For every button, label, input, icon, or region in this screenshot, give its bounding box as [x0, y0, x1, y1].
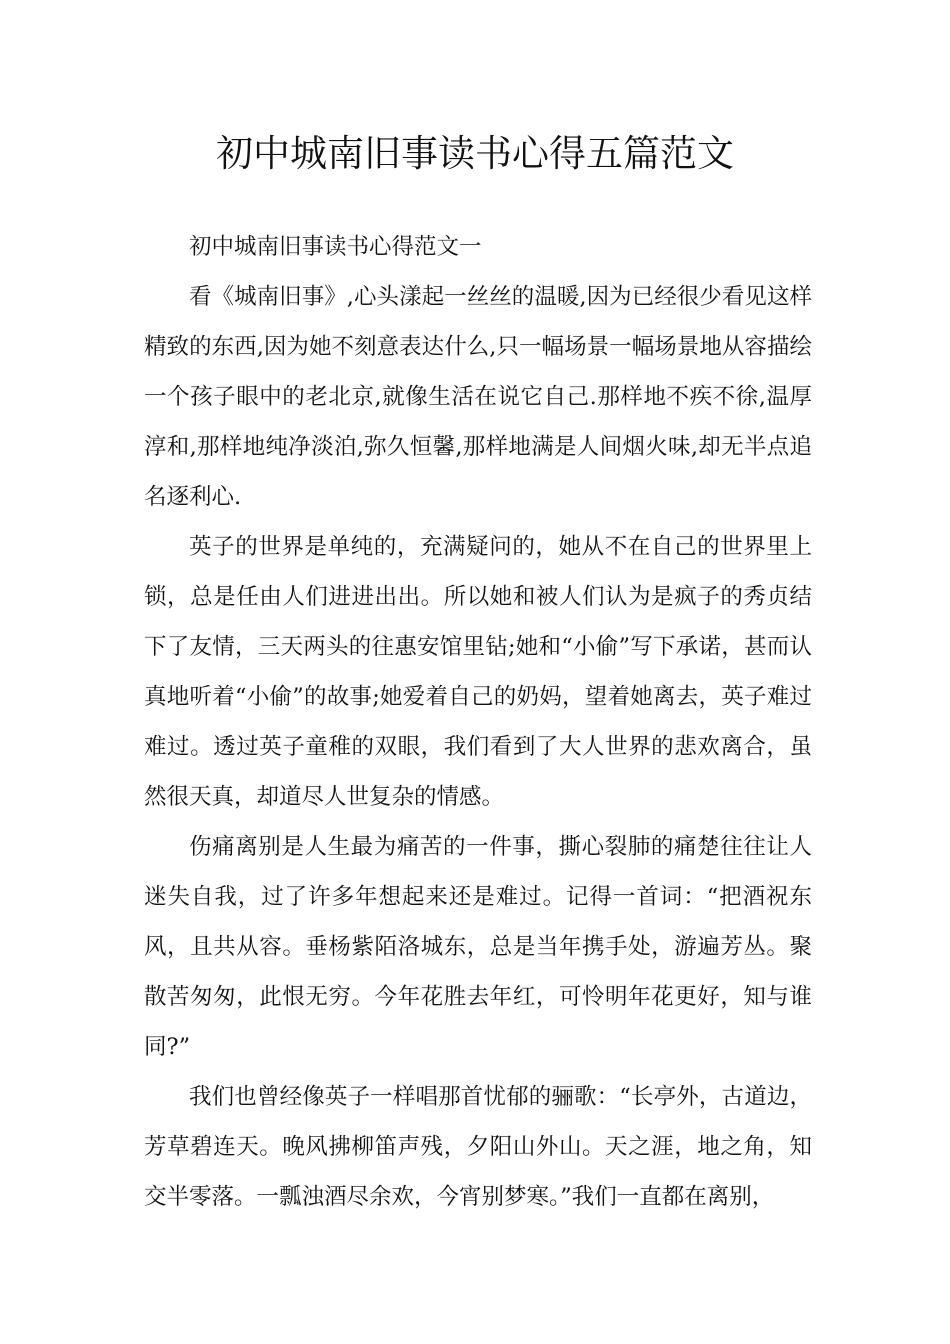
paragraph: 我们也曾经像英子一样唱那首忧郁的骊歌：“长亭外，古道边，芳草碧连天。晚风拂柳笛声残，夕阳山外山。天之涯，地之角，知交半零落。一瓢浊酒尽余欢，今宵别梦寒。”我们一直都在离别，	[144, 1084, 812, 1210]
section-heading: 初中城南旧事读书心得范文一	[189, 234, 482, 260]
document-body	[144, 222, 812, 1222]
paragraph: 看《城南旧事》,心头漾起一丝丝的温暖,因为已经很少看见这样精致的东西,因为她不刻意表达什么,只一幅场景一幅场景地从容描绘一个孩子眼中的老北京,就像生活在说它自己.那样地不疾不徐,温厚淳和,那样地纯净淡泊,弥久恒馨,那样地满是人间烟火味,却无半点追名逐利心.	[144, 284, 812, 510]
document-title: 初中城南旧事读书心得五篇范文	[216, 132, 734, 175]
paragraph: 英子的世界是单纯的，充满疑问的，她从不在自己的世界里上锁，总是任由人们进进出出。所以她和被人们认为是疯子的秀贞结下了友情，三天两头的往惠安馆里钻;她和“小偷”写下承诺，甚而认真地听着“小偷”的故事;她爱着自己的奶妈，望着她离去，英子难过难过。透过英子童稚的双眼，我们看到了大人世界的悲欢离合，虽然很天真，却道尽人世复杂的情感。	[144, 534, 812, 810]
paragraph: 伤痛离别是人生最为痛苦的一件事，撕心裂肺的痛楚往往让人迷失自我，过了许多年想起来还是难过。记得一首词：“把酒祝东风，且共从容。垂杨紫陌洛城东，总是当年携手处，游遍芳丛。聚散苦匆匆，此恨无穷。今年花胜去年红，可怜明年花更好，知与谁同?”	[144, 834, 812, 1060]
